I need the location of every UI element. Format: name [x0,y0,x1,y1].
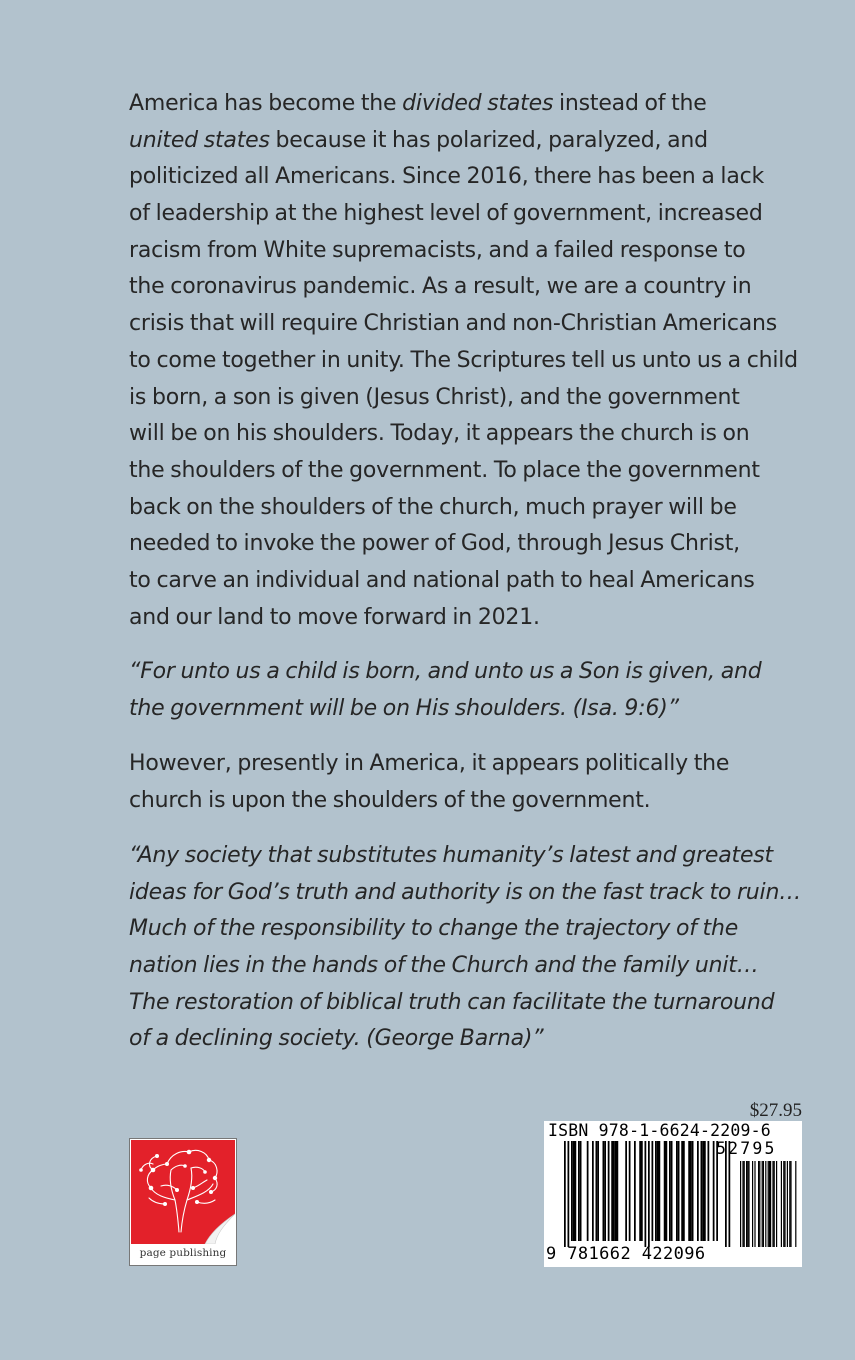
text-run: racism from White supremacists, and a failed response to [129,237,746,263]
barcode-bar [573,1141,575,1241]
text-line: “Any society that substitutes humanity’s latest and greatest [129,843,773,868]
text-line: ideas for God’s truth and authority is on the fast track to ruin… [129,879,801,905]
barcode-bar [596,1141,598,1241]
barcode-bar [648,1141,650,1247]
barcode-bar [564,1141,566,1247]
barcode-bar [713,1141,715,1241]
text-line [129,453,804,490]
addon-bar [787,1161,788,1247]
blurb-quote-isaiah [129,654,804,727]
barcode-bar [664,1141,666,1241]
barcode-bar [683,1141,685,1241]
text-run: to carve an individual and national path to heal Americans [129,567,755,593]
price-label: $27.95 [749,1100,802,1121]
text-line: However, presently in America, it appears politically the [129,751,730,776]
barcode-bar [692,1141,694,1241]
text-run: of leadership at the highest level of government, increased [129,201,763,227]
text-line: The restoration of biblical truth can facilitate the turnaround [129,989,775,1015]
barcode-digits: 9 781662 422096 [546,1244,706,1264]
addon-bar [781,1161,782,1247]
addon-bar [784,1161,785,1247]
barcode-bar [611,1141,613,1241]
addon-bar [758,1161,759,1247]
barcode-bar [575,1141,577,1241]
text-run: and our land to move forward in 2021. [129,604,540,630]
barcode-bar [629,1141,631,1241]
addon-bar [789,1161,790,1247]
barcode-bar [580,1141,582,1241]
isbn-barcode [544,1121,802,1267]
publisher-logo [129,1138,237,1266]
addon-bar [752,1161,753,1247]
addon-bar [790,1161,791,1247]
italic-phrase: united states [129,127,270,153]
barcode-bar [615,1141,617,1241]
barcode-bar [587,1141,589,1241]
text-run: is born, a son is given (Jesus Christ), and the government [129,384,740,410]
addon-bar [759,1161,760,1247]
text-line [129,526,804,563]
barcode-bar [678,1141,680,1241]
barcode-bar [639,1141,641,1241]
barcode-bar [603,1141,605,1241]
publisher-name: page publishing [139,1247,227,1259]
text-run: to come together in unity. The Scriptures tell us unto us a child [129,347,798,373]
addon-bar [746,1161,747,1247]
isbn-label: ISBN 978-1-6624-2209-6 [548,1121,771,1140]
addon-bar [770,1161,771,1247]
barcode-bar [592,1141,594,1241]
barcode-bar [613,1141,615,1241]
barcode-bar [634,1141,636,1241]
addon-bar [763,1161,764,1247]
barcode-bar [704,1141,706,1241]
barcode-bar [597,1141,599,1241]
barcode-bar [688,1141,690,1241]
text-run: the shoulders of the government. To place the government [129,457,760,483]
barcode-bar [676,1141,678,1241]
barcode-bar [666,1141,668,1241]
text-line: the government will be on His shoulders. (Isa. 9:6)” [129,695,679,721]
barcode-bar [578,1141,580,1241]
barcode-bar [681,1141,683,1241]
barcode-bar [608,1141,610,1241]
addon-bar [776,1161,777,1247]
text-run: will be on his shoulders. Today, it appears the church is on [129,421,750,447]
text-line: Much of the responsibility to change the trajectory of the [129,916,739,942]
blurb-paragraph-2 [129,746,804,819]
supplemental-code: 52795 [716,1139,777,1158]
barcode-bar [652,1141,654,1241]
text-line: church is upon the shoulders of the government. [129,787,651,813]
addon-bar [774,1161,775,1247]
barcode-bar [669,1141,671,1241]
text-run: instead of the [553,91,707,116]
text-line: nation lies in the hands of the Church and the family unit… [129,953,759,979]
text-line [129,86,804,123]
text-run: politicized all Americans. Since 2016, there has been a lack [129,164,765,190]
text-line [129,233,804,270]
barcode-bar [655,1141,657,1241]
addon-bar [769,1161,770,1247]
text-line [129,159,804,196]
text-line: “For unto us a child is born, and unto us a Son is given, and [129,659,762,684]
text-line [129,563,804,600]
barcode-bar [701,1141,703,1241]
addon-bar [748,1161,749,1247]
barcode-bar [708,1141,710,1241]
addon-bar [783,1161,784,1247]
text-line [129,600,804,637]
tree-logo-icon [131,1140,235,1244]
text-line [129,123,804,160]
barcode-bar [659,1141,661,1241]
text-line [129,380,804,417]
barcode-bar [617,1141,619,1241]
barcode-bar [604,1141,606,1241]
barcode-bar [702,1141,704,1241]
text-run: America has become the [129,91,403,116]
barcode-bar [625,1141,627,1241]
barcode-bar [641,1141,643,1241]
addon-bar [772,1161,773,1247]
addon-bar [762,1161,763,1247]
text-line [129,490,804,527]
barcode-bar [671,1141,673,1241]
text-run: back on the shoulders of the church, much prayer will be [129,494,737,520]
barcode-bar [697,1141,699,1241]
blurb-paragraph-1 [129,86,804,636]
addon-bar [747,1161,748,1247]
text-run: crisis that will require Christian and non-Christian Americans [129,311,778,337]
text-line [129,343,804,380]
addon-bar [742,1161,743,1247]
text-line [129,416,804,453]
barcode-bar [657,1141,659,1241]
italic-phrase: divided states [402,91,554,116]
barcode-bar [568,1141,570,1247]
text-line [129,269,804,306]
text-run: the coronavirus pandemic. As a result, we are a country in [129,274,752,300]
text-run: needed to invoke the power of God, through Jesus Christ, [129,531,740,557]
text-line: of a declining society. (George Barna)” [129,1026,544,1052]
addon-bar [744,1161,745,1247]
blurb-quote-barna [129,838,804,1058]
text-line [129,306,804,343]
barcode-bar [690,1141,692,1241]
text-run: because it has polarized, paralyzed, and [269,127,708,153]
text-line [129,196,804,233]
addon-bar [765,1161,766,1247]
addon-bar [754,1161,755,1247]
barcode-bar [571,1141,573,1241]
barcode-bar [645,1141,647,1247]
addon-bar [740,1161,741,1247]
addon-bar [795,1161,796,1247]
addon-bar [768,1161,769,1247]
